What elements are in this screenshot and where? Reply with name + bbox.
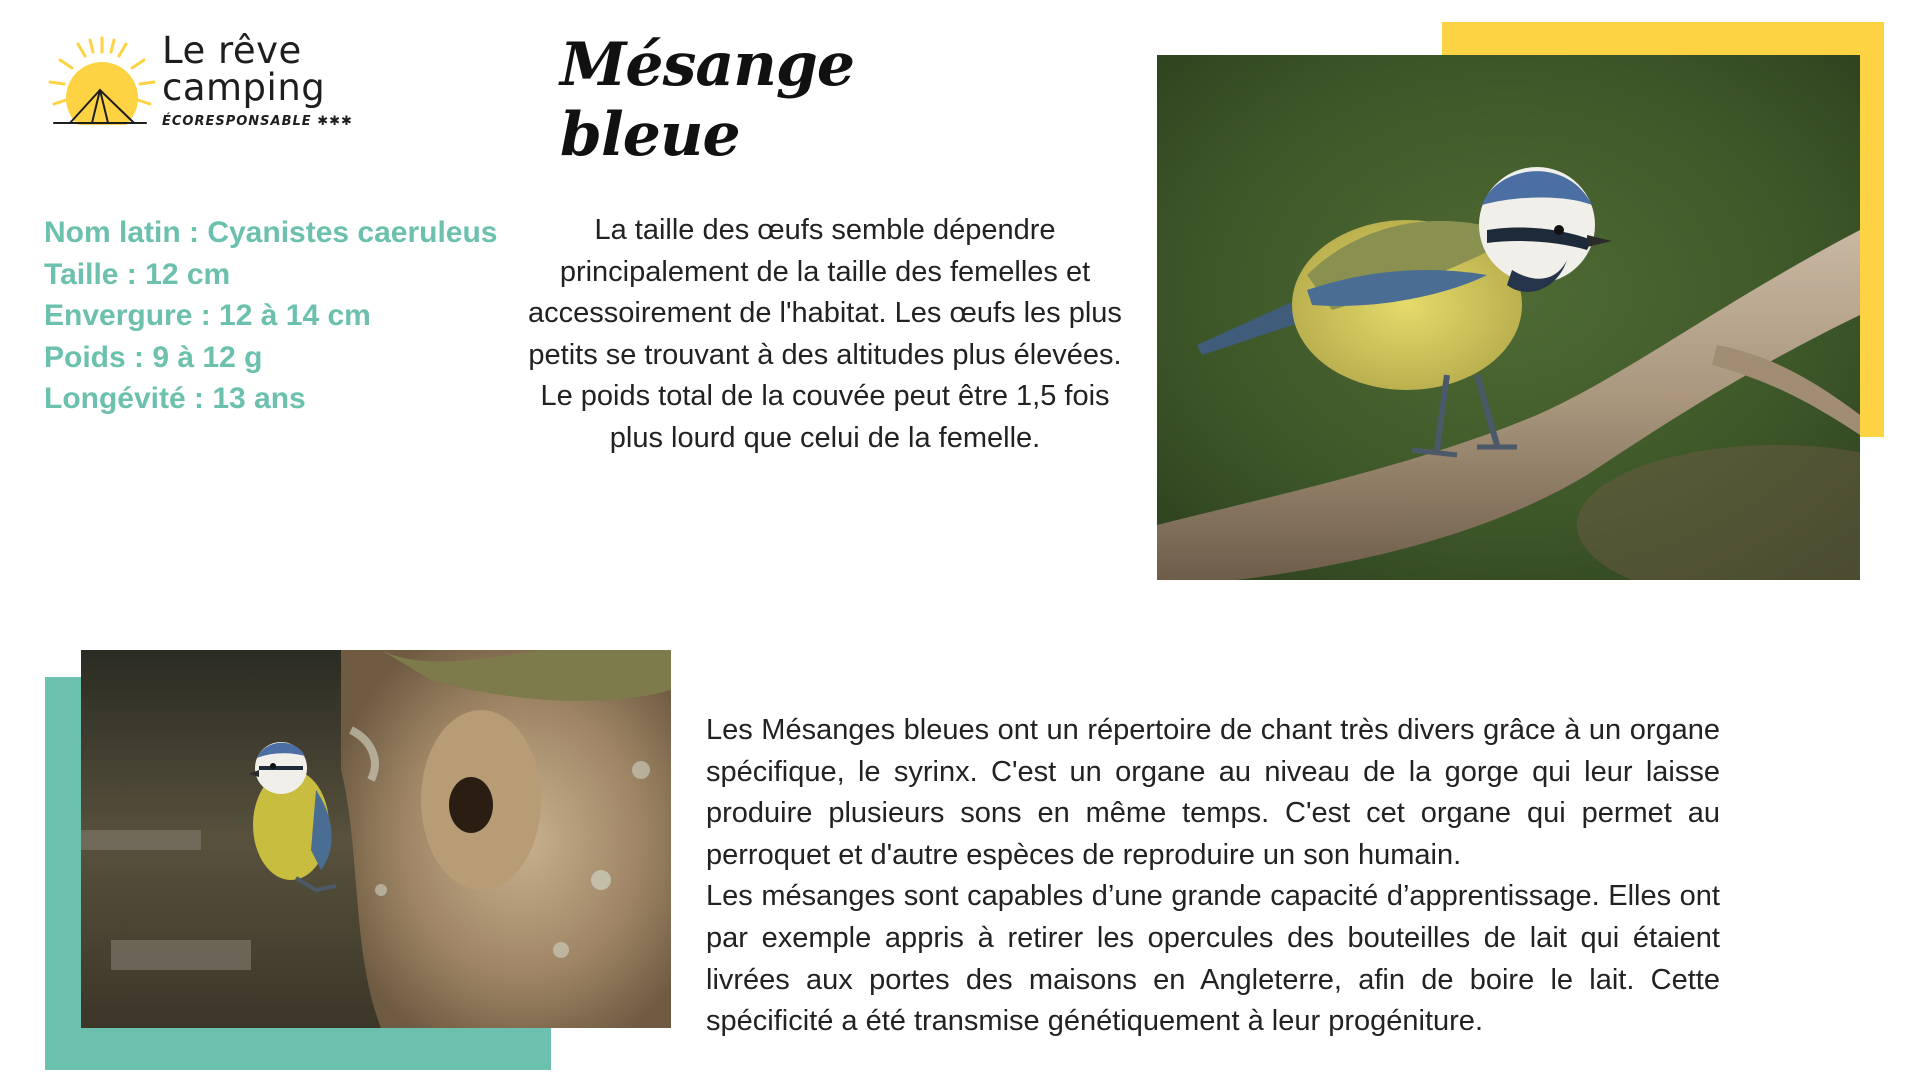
- logo-line-1: Le rêve: [162, 29, 302, 72]
- eggs-paragraph: La taille des œufs semble dépendre principalement de la taille des femelles et accessoirement de l'habitat. Les œufs les plus petits se trouvant à des altitudes plus élevées. Le poids total de la couvée peut être 1,5 fois plus lourd que celui de la femelle.: [528, 214, 1122, 454]
- fact-size: Taille : 12 cm: [44, 257, 231, 291]
- sun-tent-logo-icon: [40, 30, 160, 130]
- song-learning-paragraph: [706, 710, 1720, 1043]
- logo-line-2: camping: [162, 66, 326, 109]
- blue-tit-at-nest-hole-photo: [81, 650, 671, 1028]
- blue-tit-on-branch-photo: [1157, 55, 1860, 580]
- song-paragraph: Les Mésanges bleues ont un répertoire de chant très divers grâce à un organe spécifique, le syrinx. C'est un organe au niveau de la gorge qui leur laisse produire plusieurs sons en même temps. C'est cet organe qui permet au perroquet et d'autre espèces de reproduire un son humain.: [706, 714, 1720, 871]
- fact-longevity: Longévité : 13 ans: [44, 382, 306, 416]
- logo-tagline: ÉCORESPONSABLE ✱✱✱: [162, 114, 353, 129]
- logo-text: [162, 29, 353, 129]
- fact-wingspan: Envergure : 12 à 14 cm: [44, 299, 371, 333]
- fact-weight: Poids : 9 à 12 g: [44, 340, 263, 374]
- learning-paragraph: Les mésanges sont capables d’une grande capacité d’apprentissage. Elles ont par exemple appris à retirer les opercules des bouteilles de lait qui étaient livrées aux portes des maisons en Angleterre, afin de boire le lait. Cette spécificité a été transmise génétiquement à leur progéniture.: [706, 880, 1720, 1038]
- page-title: Mésange bleue: [560, 30, 854, 170]
- facts-list: [44, 212, 498, 420]
- fact-latin-name: Nom latin : Cyanistes caeruleus: [44, 216, 498, 249]
- logo: [40, 30, 360, 130]
